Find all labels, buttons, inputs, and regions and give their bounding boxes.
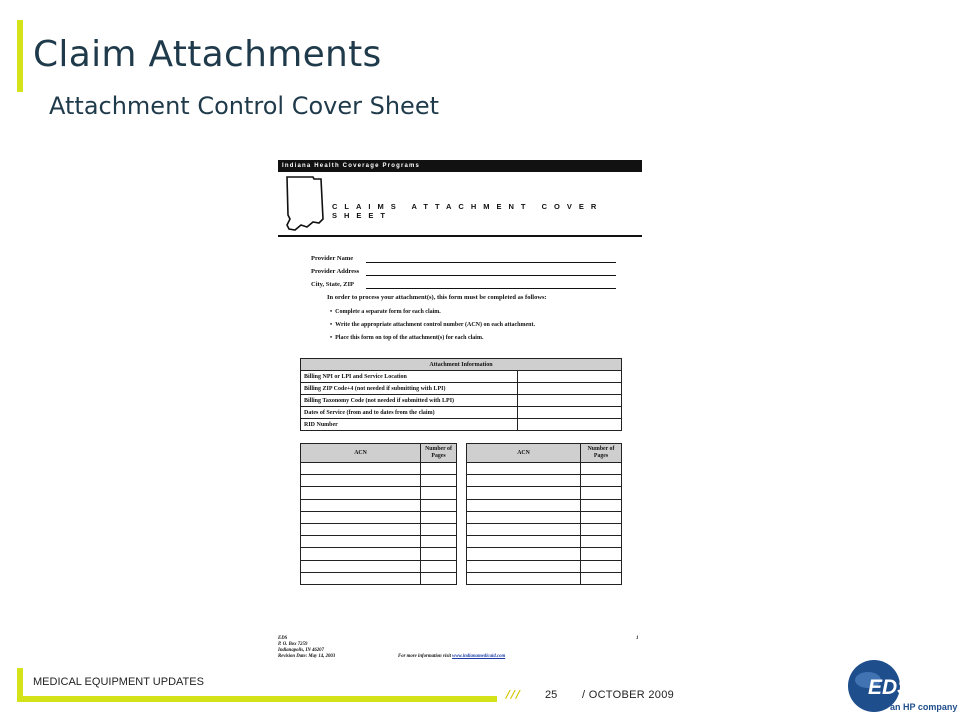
- acn-table-left: [300, 443, 457, 585]
- footer-address-line: Indianapolis, IN 46207: [278, 648, 324, 653]
- acn-cell: [467, 548, 581, 560]
- acn-row: [301, 511, 457, 523]
- acn-cell: [467, 536, 581, 548]
- pages-cell: [421, 511, 457, 523]
- pages-cell: [581, 499, 622, 511]
- form-bullet: • Place this form on top of the attachment(s) for each claim.: [330, 335, 484, 341]
- form-header: Indiana Health Coverage Programs: [278, 160, 642, 172]
- provider-address-label: Provider Address: [311, 268, 360, 275]
- acn-rows-right: [467, 463, 622, 585]
- pages-cell: [581, 487, 622, 499]
- acn-row: [467, 487, 622, 499]
- acn-row: [467, 511, 622, 523]
- acn-rows-left: [301, 463, 457, 585]
- logo-wordmark: EDS: [868, 676, 912, 699]
- acn-row: [301, 572, 457, 584]
- pages-cell: [421, 548, 457, 560]
- eds-logo: [846, 660, 958, 716]
- acn-cell: [301, 487, 421, 499]
- pages-cell: [581, 572, 622, 584]
- info-row-label: Billing ZIP Code+4 (not needed if submitting with LPI): [301, 383, 518, 395]
- acn-cell: [301, 523, 421, 535]
- footer-website-link[interactable]: www.indianamedicaid.com: [452, 654, 506, 659]
- footer-address-line: EDS: [278, 636, 288, 641]
- slide-title: Claim Attachments: [33, 34, 382, 75]
- pages-cell: [581, 511, 622, 523]
- form-bullet: • Write the appropriate attachment control number (ACN) on each attachment.: [330, 322, 535, 328]
- acn-cell: [467, 463, 581, 475]
- provider-address-line: [366, 275, 616, 276]
- info-row-label: Dates of Service (from and to dates from the claim): [301, 407, 518, 419]
- pages-cell: [581, 463, 622, 475]
- slide-page-number: 25: [545, 689, 558, 701]
- acn-row: [301, 560, 457, 572]
- acn-cell: [301, 511, 421, 523]
- provider-name-label: Provider Name: [311, 255, 354, 262]
- indiana-map-icon: [283, 175, 325, 233]
- acn-row: [301, 499, 457, 511]
- acn-cell: [467, 511, 581, 523]
- acn-cell: [301, 536, 421, 548]
- info-row-label: Billing Taxonomy Code (not needed if submitted with LPI): [301, 395, 518, 407]
- info-row-value: [518, 419, 622, 431]
- pages-cell: [421, 523, 457, 535]
- pages-cell: [421, 499, 457, 511]
- info-row-value: [518, 395, 622, 407]
- form-instruction: In order to process your attachment(s), this form must be completed as follows:: [327, 294, 547, 301]
- acn-cell: [301, 499, 421, 511]
- acn-row: [467, 536, 622, 548]
- acn-cell: [467, 499, 581, 511]
- info-row-label: Billing NPI or LPI and Service Location: [301, 371, 518, 383]
- info-row-value: [518, 371, 622, 383]
- acn-cell: [467, 560, 581, 572]
- acn-row: [467, 463, 622, 475]
- acn-row: [467, 499, 622, 511]
- pages-header: Number of Pages: [421, 444, 457, 463]
- footer-address-line: P. O. Box 7259: [278, 642, 308, 647]
- acn-cell: [467, 523, 581, 535]
- logo-tagline: an HP company: [890, 702, 958, 712]
- info-row-value: [518, 383, 622, 395]
- form-bullet: • Complete a separate form for each claim.: [330, 309, 441, 315]
- pages-cell: [421, 463, 457, 475]
- slide-subtitle: Attachment Control Cover Sheet: [49, 92, 439, 120]
- acn-row: [467, 548, 622, 560]
- attachment-info-table: [300, 358, 622, 431]
- pages-cell: [421, 487, 457, 499]
- pages-cell: [421, 560, 457, 572]
- acn-cell: [301, 475, 421, 487]
- pages-cell: [581, 536, 622, 548]
- acn-cell: [301, 463, 421, 475]
- form-title: CLAIMS ATTACHMENT COVER SHEET: [332, 202, 604, 220]
- footer-section-title: MEDICAL EQUIPMENT UPDATES: [33, 676, 204, 688]
- acn-row: [301, 475, 457, 487]
- pages-cell: [421, 536, 457, 548]
- pages-cell: [581, 548, 622, 560]
- pages-header: Number of Pages: [581, 444, 622, 463]
- acn-row: [301, 487, 457, 499]
- pages-cell: [581, 523, 622, 535]
- form-footer-address: [278, 636, 418, 660]
- acn-cell: [467, 572, 581, 584]
- acn-row: [467, 560, 622, 572]
- acn-row: [467, 523, 622, 535]
- acn-cell: [467, 475, 581, 487]
- pages-cell: [581, 560, 622, 572]
- acn-cell: [467, 487, 581, 499]
- footer-slashes: ///: [506, 688, 522, 701]
- acn-cell: [301, 560, 421, 572]
- acn-cell: [301, 572, 421, 584]
- acn-header: ACN: [301, 444, 421, 463]
- footer-address-line: Revision Date: May 14, 2003: [278, 654, 336, 659]
- pages-cell: [581, 475, 622, 487]
- footer-info-text: For more information visit: [398, 654, 451, 659]
- footer-date: / OCTOBER 2009: [582, 689, 675, 701]
- acn-row: [467, 475, 622, 487]
- city-state-zip-label: City, State, ZIP: [311, 281, 354, 288]
- city-state-zip-line: [366, 288, 616, 289]
- form-page-number: 1: [636, 636, 639, 641]
- acn-row: [301, 463, 457, 475]
- info-row-label: RID Number: [301, 419, 518, 431]
- form-rule: [278, 235, 642, 237]
- info-row-value: [518, 407, 622, 419]
- acn-row: [301, 523, 457, 535]
- pages-cell: [421, 572, 457, 584]
- footer-accent-bar-horizontal: [17, 696, 497, 702]
- acn-table-right: [466, 443, 622, 585]
- provider-name-line: [366, 262, 616, 263]
- pages-cell: [421, 475, 457, 487]
- acn-cell: [301, 548, 421, 560]
- info-table-header: Attachment Information: [301, 359, 622, 371]
- form-footer-info: [398, 654, 505, 659]
- cover-sheet-form-image: [278, 160, 642, 670]
- acn-row: [467, 572, 622, 584]
- acn-header: ACN: [467, 444, 581, 463]
- acn-row: [301, 536, 457, 548]
- acn-row: [301, 548, 457, 560]
- title-accent-bar: [17, 20, 23, 92]
